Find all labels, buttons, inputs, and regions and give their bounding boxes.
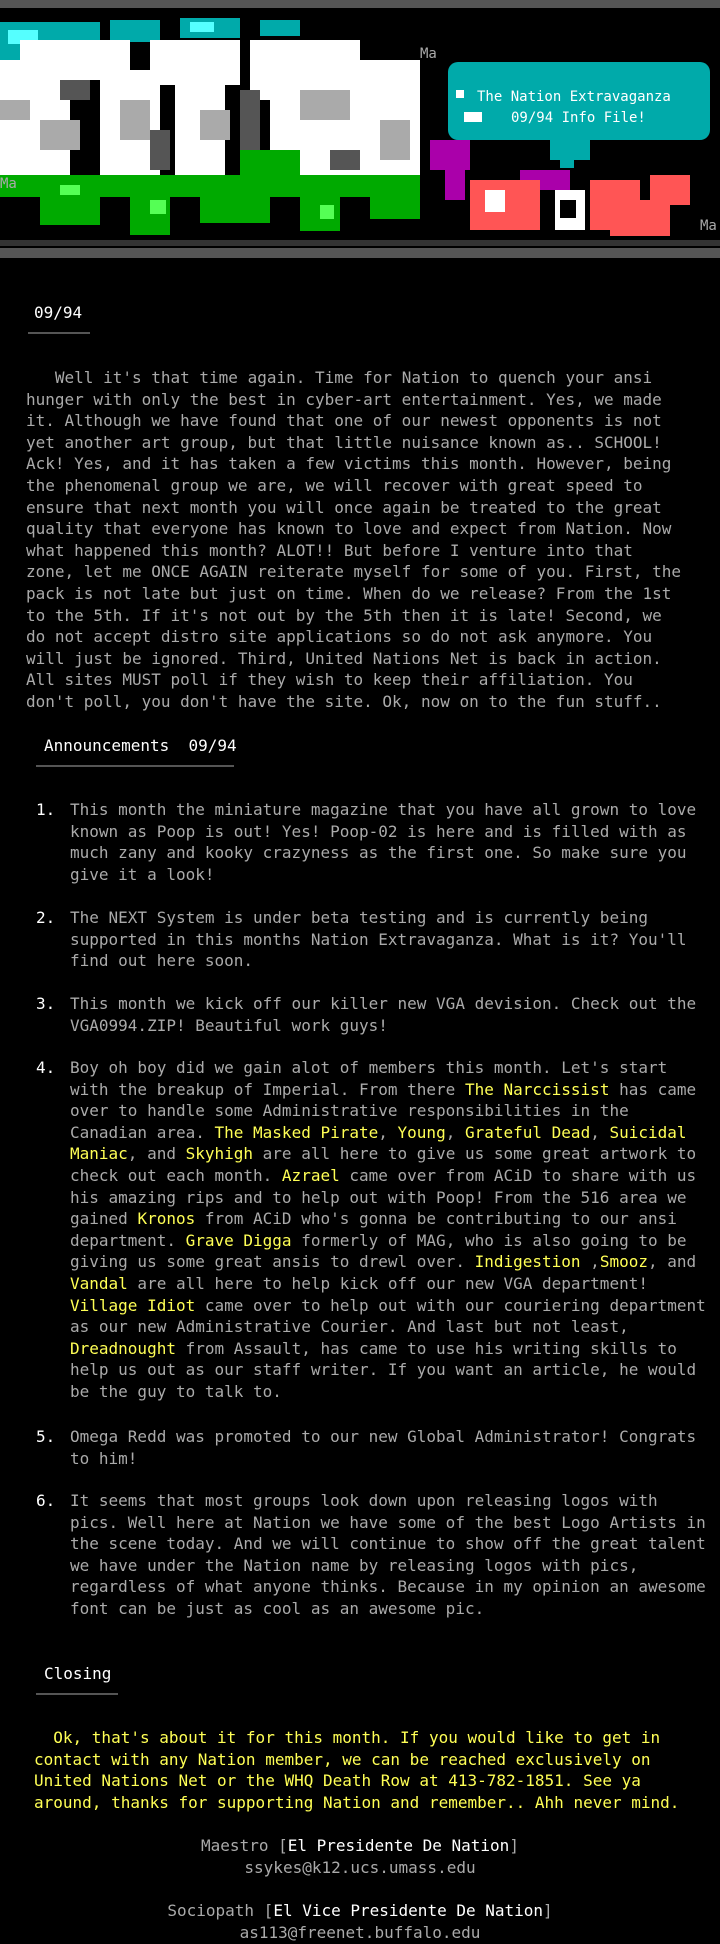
signature-line	[0, 1835, 720, 1857]
member-name: The Masked Pirate	[214, 1122, 379, 1142]
artist-signature: Ma	[700, 218, 717, 234]
bubble-subtitle-line: 09/94 Info File!	[511, 110, 646, 126]
text-segment: ,	[590, 1122, 610, 1142]
text-segment: Boy oh boy did we gain alot of members this month. Let's start with the breakup of Imperial. From there	[70, 1058, 677, 1099]
bracket: [	[278, 1836, 288, 1855]
closing-paragraph: Ok, that's about it for this month. If you would like to get in contact with any Nation member, we can be reached exclusively on United Nations Net or the WHQ Death Row at 413-782-1851. See ya around, thanks for supporting Nation and remember.. Ahh never mind.	[34, 1728, 680, 1812]
item-text: Omega Redd was promoted to our new Global Administrator! Congrats to him!	[70, 1427, 706, 1468]
speech-bubble	[448, 62, 710, 168]
member-name: Skyhigh	[185, 1144, 254, 1164]
member-name: Grateful Dead	[464, 1122, 591, 1142]
text-segment: ,	[445, 1122, 465, 1142]
item-text: The NEXT System is under beta testing and is currently being supported in this months Nation Extravaganza. What is it? You'll find out here soon.	[70, 908, 697, 971]
artist-signature: Ma	[0, 176, 17, 192]
text-segment: came over from ACiD to share with us his amazing rips and to help out with Poop! From the 516 area we gained	[70, 1165, 706, 1229]
bubble-title-line: The Nation Extravaganza	[477, 89, 671, 105]
text-segment: ,	[580, 1252, 600, 1272]
nation-ansi-logo	[0, 0, 720, 262]
text-segment: are all here to give us some great artwork to check out each month.	[70, 1144, 706, 1185]
item-text	[70, 1057, 716, 1403]
text-segment: , and	[127, 1144, 186, 1164]
signer-email: ssykes@k12.ucs.umass.edu	[244, 1858, 476, 1877]
signer-email: as113@freenet.buffalo.edu	[239, 1923, 481, 1942]
divider	[28, 332, 90, 334]
item-number: 1.	[36, 800, 56, 819]
item-number: 3.	[36, 994, 56, 1013]
artist-signature: Ma	[420, 46, 437, 62]
member-name: Smooz	[599, 1252, 648, 1272]
signer-handle: Sociopath	[167, 1901, 255, 1920]
item-number: 6.	[36, 1491, 56, 1510]
text-segment: from ACiD who's gonna be contributing to our ansi department.	[70, 1209, 687, 1250]
text-segment: came over to help out with our couriering department as our new Administrative Courier. And last but not least,	[70, 1295, 716, 1337]
member-name: Village Idiot	[70, 1295, 196, 1315]
text-segment: ,	[378, 1122, 398, 1142]
text-segment: , and	[647, 1252, 706, 1272]
member-name: Young	[397, 1122, 446, 1142]
closing-heading: Closing	[44, 1664, 112, 1683]
ansi-logo-banner	[0, 0, 720, 262]
text-segment: formerly of MAG, who is also going to be giving us some great ansis to drewl over.	[70, 1230, 697, 1272]
item-text: This month we kick off our killer new VGA devision. Check out the VGA0994.ZIP! Beautiful work guys!	[70, 994, 706, 1035]
member-name: Dreadnought	[70, 1338, 176, 1358]
text-segment: are all here to help kick off our new VGA department!	[127, 1273, 658, 1293]
item-number: 4.	[36, 1058, 56, 1077]
text-segment: has came over to handle some Administrative responsibilities in the Canadian area.	[70, 1079, 706, 1142]
signature-line	[0, 1900, 720, 1922]
member-name: Azrael	[281, 1165, 340, 1185]
member-name: Suicidal Maniac	[70, 1122, 697, 1164]
bracket: ]	[543, 1901, 553, 1920]
divider	[36, 1693, 118, 1695]
item-number: 5.	[36, 1427, 56, 1446]
item-text: This month the miniature magazine that you have all grown to love known as Poop is out! Yes! Poop-02 is here and is filled with as much zany and kooky crazyness as the first one. So make sure you give it a look!	[70, 800, 706, 884]
member-name: The Narccissist	[464, 1079, 610, 1099]
bracket: [	[263, 1901, 274, 1920]
member-name: Grave Digga	[185, 1230, 292, 1250]
date-heading: 09/94	[34, 303, 83, 322]
member-name: Vandal	[70, 1273, 128, 1293]
intro-paragraph: Well it's that time again. Time for Nation to quench your ansi hunger with only the best in cyber-art entertainment. Yes, we made it. Although we have found that one of our newest opponents is not yet another art group, but that little nuisance known as.. SCHOOL! Ack! Yes, and it has taken a few victims this month. However, being the phenomenal group we are, we will recover with great speed to ensure that next month you will once again be treated to the great quality that everyone has known to love and expect from Nation. Now what happened this month? ALOT!! But before I venture into that zone, let me ONCE AGAIN reiterate myself for some of you. First, the pack is not late but just on time. When do we release? From the 1st to the 5th. If it's not out by the 5th then it is late! Second, we do not accept distro site applications so do not ask anymore. You will just be ignored. Third, United Nations Net is back in action. All sites MUST poll if they wish to keep their affiliation. You don't poll, you don't have the site. Ok, now on to the fun stuff..	[26, 368, 691, 711]
bracket: ]	[509, 1836, 519, 1855]
signer-title: El Presidente De Nation	[287, 1836, 510, 1855]
member-name: Kronos	[137, 1209, 196, 1229]
announcements-heading: Announcements 09/94	[44, 736, 237, 755]
divider	[36, 765, 234, 767]
signer-title: El Vice Presidente De Nation	[273, 1901, 544, 1920]
signer-handle: Maestro	[201, 1836, 269, 1855]
item-text: It seems that most groups look down upon releasing logos with pics. Well here at Nation we have some of the best Logo Artists in the scene today. And we will continue to show off the great talent we have under the Nation name by releasing logos with pics, regardless of what anyone thinks. Because in my opinion an awesome font can be just as cool as an awesome pic.	[70, 1491, 716, 1618]
item-number: 2.	[36, 908, 56, 927]
member-name: Indigestion	[474, 1252, 581, 1272]
text-segment: from Assault, has came to use his writing skills to help us out as our staff writer. If you want an article, he would be the guy to talk to.	[70, 1338, 706, 1401]
